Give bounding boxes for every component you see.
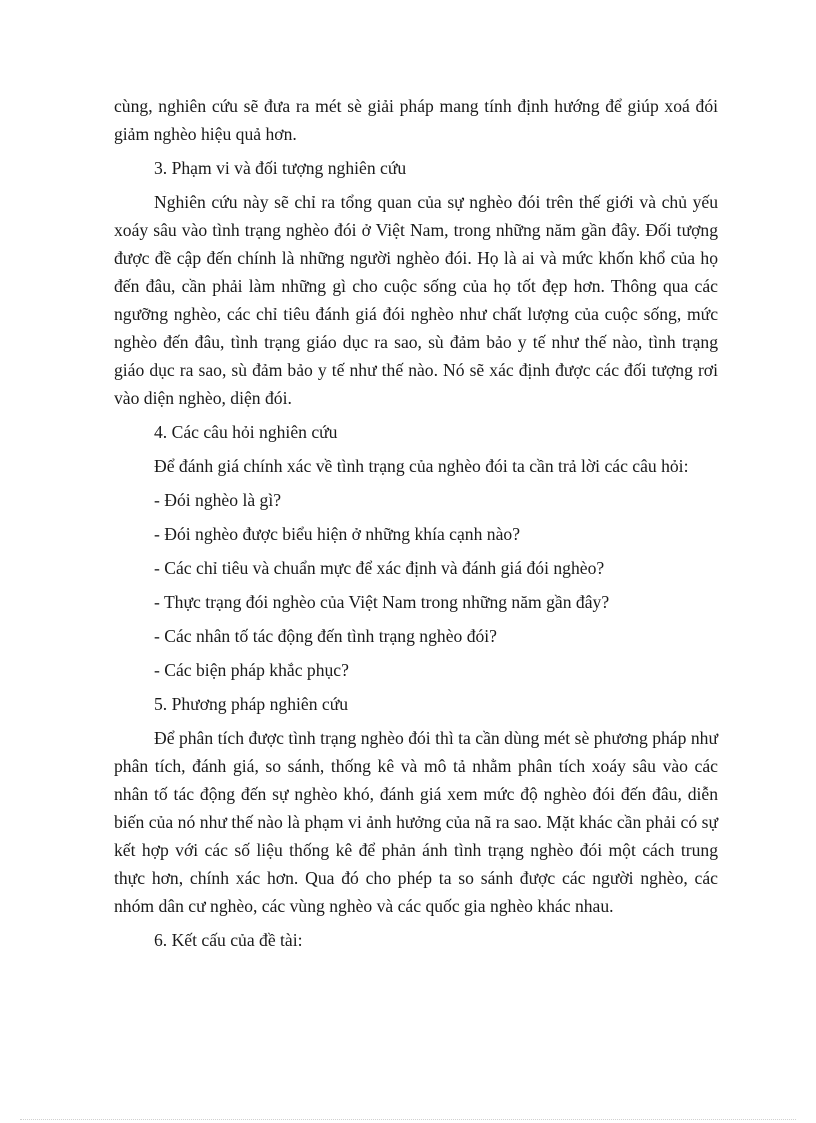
list-item: - Đói nghèo là gì? [154,490,282,510]
list-item: - Các biện pháp khắc phục? [154,660,349,680]
section-4-paragraph: Để đánh giá chính xác về tình trạng của nghèo đói ta cần trả lời các câu hỏi: [154,456,689,476]
section-3-heading: 3. Phạm vi và đối tượng nghiên cứu [154,158,407,178]
section-4-heading: 4. Các câu hỏi nghiên cứu [154,422,338,442]
list-item: - Thực trạng đói nghèo của Việt Nam trong những năm gần đây? [154,592,610,612]
list-item: - Đói nghèo được biểu hiện ở những khía cạnh nào? [154,524,520,544]
list-item: - Các chỉ tiêu và chuẩn mực để xác định và đánh giá đói nghèo? [154,558,605,578]
section-3-paragraph: Nghiên cứu này sẽ chỉ ra tổng quan của sự nghèo đói trên thế giới và chủ yếu xoáy sâu vào tình trạng nghèo đói ở Việt Nam, trong những năm gần đây. Đối tượng được đề cập đến chính là những người nghèo đói. Họ là ai và mức khốn khổ của họ đến đâu, cần phải làm những gì cho cuộc sống của họ tốt đẹp hơn. Thông qua các ngưỡng nghèo, các chỉ tiêu đánh giá đói nghèo như chất lượng của cuộc sống, mức nghèo đến đâu, tình trạng giáo dục ra sao, sù đảm bảo y tế như thế nào, tình trạng giáo dục ra sao, sù đảm bảo y tế như thế nào. Nó sẽ xác định được các đối tượng rơi vào diện nghèo, diện đói. [114,192,718,408]
section-6-heading: 6. Kết cấu của đề tài: [154,930,303,950]
document-page [114,92,718,960]
section-5-heading: 5. Phương pháp nghiên cứu [154,694,349,714]
research-questions-list [114,486,718,684]
page-bottom-divider [20,1119,796,1120]
list-item: - Các nhân tố tác động đến tình trạng nghèo đói? [154,626,497,646]
section-5-paragraph: Để phân tích được tình trạng nghèo đói thì ta cần dùng mét sè phương pháp như phân tích, đánh giá, so sánh, thống kê và mô tả nhằm phân tích xoáy sâu vào các nhân tố tác động đến sự nghèo khó, đánh giá xem mức độ nghèo đói đến đâu, diễn biến của nó như thế nào là phạm vi ảnh hưởng của nã ra sao. Mặt khác cần phải có sự kết hợp với các số liệu thống kê để phản ánh tình trạng nghèo đói một cách trung thực hơn, chính xác hơn. Qua đó cho phép ta so sánh được các người nghèo, các nhóm dân cư nghèo, các vùng nghèo và các quốc gia nghèo khác nhau. [114,728,718,916]
intro-continuation-paragraph: cùng, nghiên cứu sẽ đưa ra mét sè giải pháp mang tính định hướng để giúp xoá đói giảm nghèo hiệu quả hơn. [114,96,718,144]
